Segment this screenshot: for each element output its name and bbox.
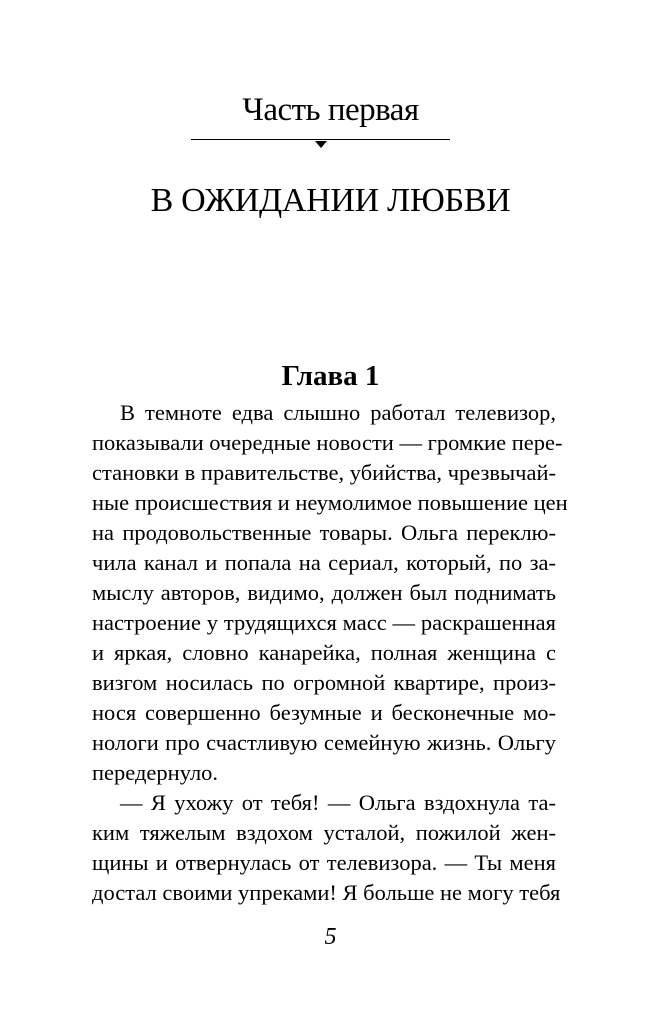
chapter-title: Глава 1	[281, 360, 380, 392]
part-title: Часть первая	[242, 92, 419, 128]
text-line: достал своими упреками! Я больше не могу тебя	[92, 880, 561, 905]
chapter-text	[92, 398, 568, 908]
text-line: ким тяжелым вздохом усталой, пожилой жен-	[92, 820, 556, 845]
divider-ornament-icon	[315, 141, 327, 148]
book-title: В ОЖИДАНИИ ЛЮБВИ	[150, 182, 511, 219]
text-line: щины и отвернулась от телевизора. — Ты меня	[92, 850, 556, 875]
text-line: передернуло.	[92, 760, 219, 785]
text-line: чила канал и попала на сериал, который, по за-	[92, 550, 556, 575]
text-line: визгом носилась по огромной квартире, произ-	[92, 670, 556, 695]
text-line: настроение у трудящихся масс — раскрашенная	[92, 610, 556, 635]
text-line: становки в правительстве, убийства, чрезвычай-	[92, 460, 556, 485]
text-line: нося совершенно безумные и бесконечные мо-	[92, 700, 556, 725]
text-line: нологи про счастливую семейную жизнь. Ольгу	[92, 730, 556, 755]
text-line: показывали очередные новости — громкие пере-	[92, 430, 563, 455]
text-line: и яркая, словно канарейка, полная женщина с	[92, 640, 556, 665]
title-divider	[191, 139, 450, 140]
text-line: ные происшествия и неумолимое повышение цен	[92, 490, 568, 515]
text-line: на продовольственные товары. Ольга переклю-	[92, 520, 556, 545]
page-number: 5	[324, 924, 337, 950]
text-line: мыслу авторов, видимо, должен был поднимать	[92, 580, 556, 605]
text-line: — Я ухожу от тебя! — Ольга вздохнула та-	[120, 790, 556, 815]
text-line: В темноте едва слышно работал телевизор,	[120, 400, 556, 425]
